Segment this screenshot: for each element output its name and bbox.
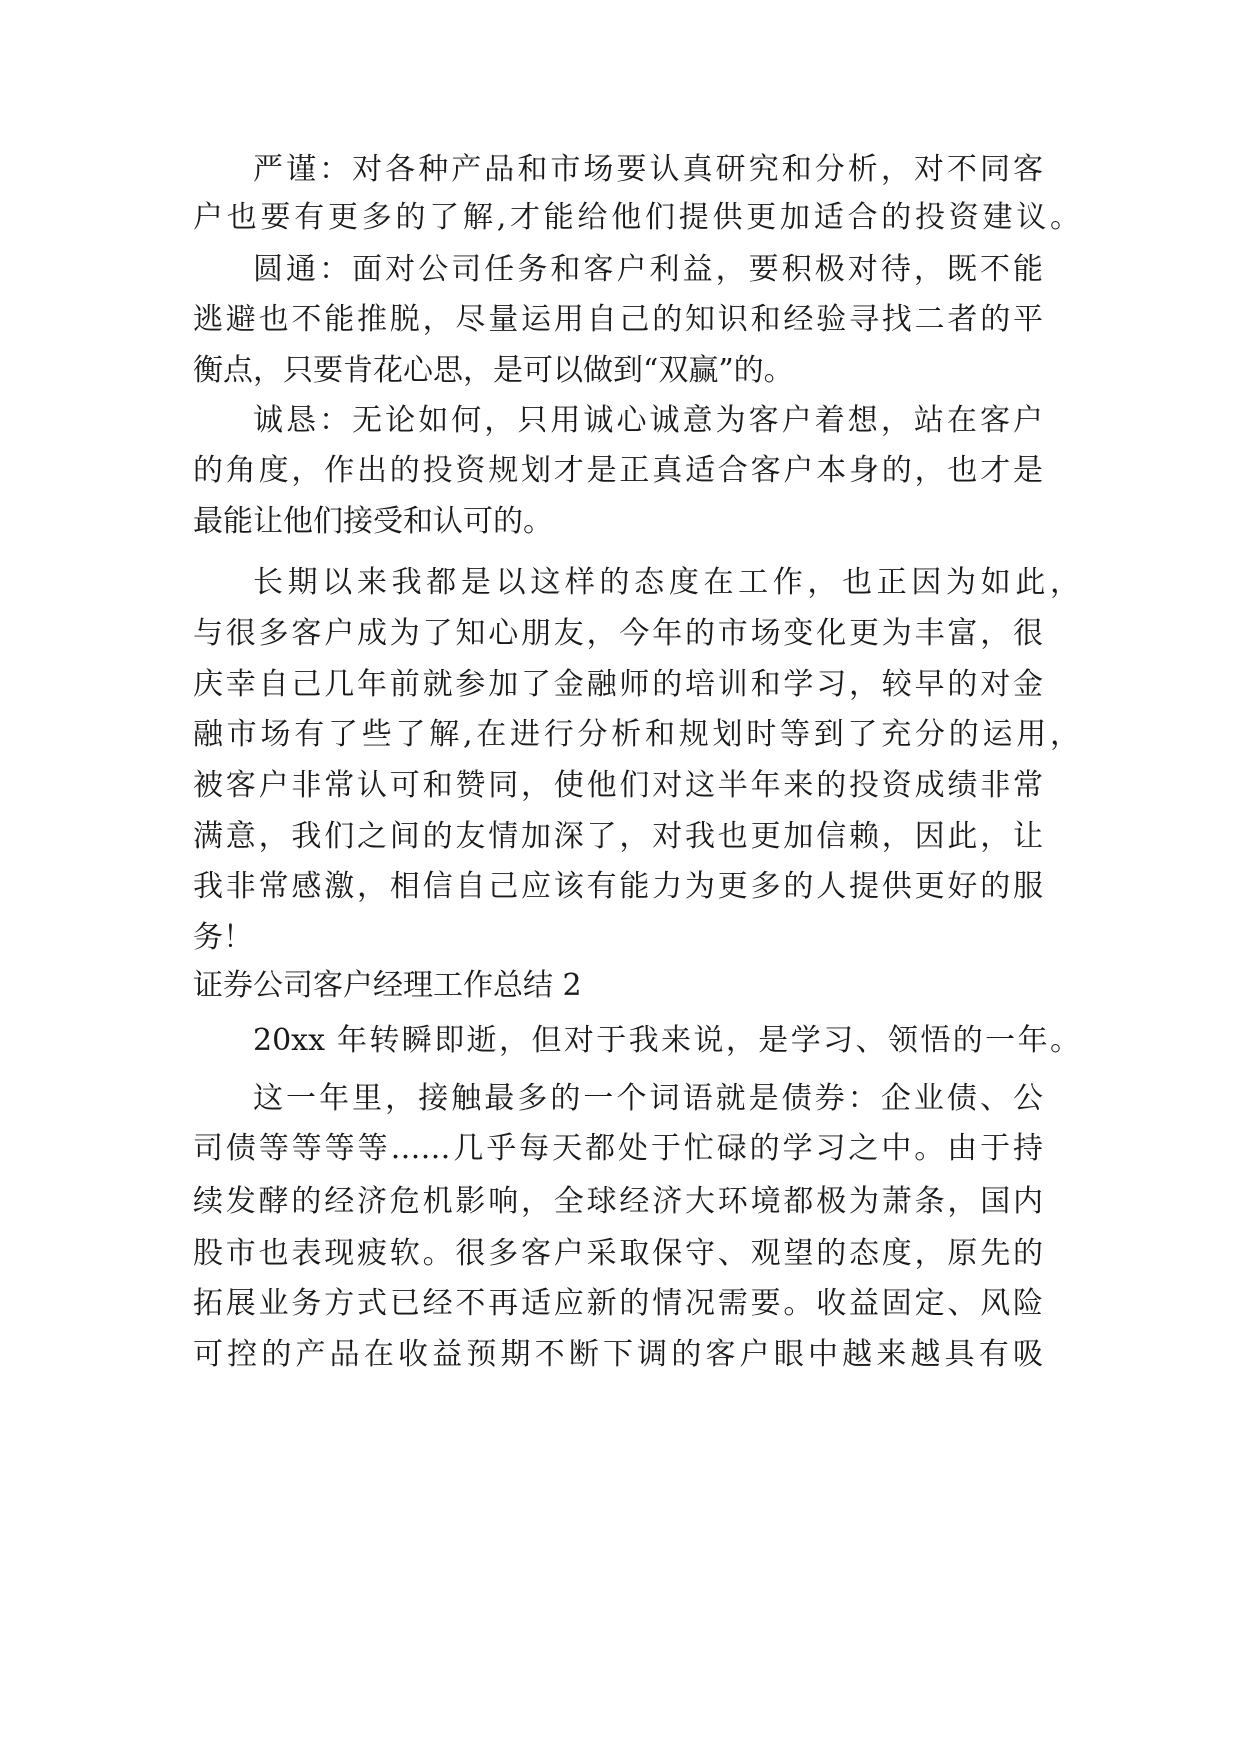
paragraph-line: 圆通：面对公司任务和客户利益，要积极对待，既不能 [253, 252, 1043, 287]
paragraph-line: 这一年里，接触最多的一个词语就是债券：企业债、公 [253, 1081, 1043, 1116]
paragraph-line: 20xx 年转瞬即逝，但对于我来说，是学习、领悟的一年。 [253, 1023, 1080, 1058]
paragraph-line: 可控的产品在收益预期不断下调的客户眼中越来越具有吸 [193, 1337, 1043, 1372]
paragraph-line: 续发酵的经济危机影响，全球经济大环境都极为萧条，国内 [193, 1184, 1043, 1219]
paragraph-line: 户也要有更多的了解,才能给他们提供更加适合的投资建议。 [193, 200, 1080, 235]
paragraph-line: 逃避也不能推脱，尽量运用自己的知识和经验寻找二者的平 [193, 302, 1043, 337]
paragraph-line: 融市场有了些了解,在进行分析和规划时等到了充分的运用， [193, 717, 1080, 752]
paragraph-line: 满意，我们之间的友情加深了，对我也更加信赖，因此，让 [193, 819, 1043, 854]
paragraph-line: 务！ [193, 920, 253, 955]
paragraph-line: 拓展业务方式已经不再适应新的情况需要。收益固定、风险 [193, 1286, 1043, 1321]
paragraph-line: 被客户非常认可和赞同，使他们对这半年来的投资成绩非常 [193, 768, 1043, 803]
paragraph-line: 诚恳：无论如何，只用诚心诚意为客户着想，站在客户 [253, 403, 1043, 438]
paragraph-line: 与很多客户成为了知心朋友，今年的市场变化更为丰富，很 [193, 616, 1043, 651]
paragraph-line: 股市也表现疲软。很多客户采取保守、观望的态度，原先的 [193, 1236, 1043, 1271]
paragraph-line: 长期以来我都是以这样的态度在工作，也正因为如此， [253, 565, 1080, 600]
paragraph-line: 的角度，作出的投资规划才是正真适合客户本身的，也才是 [193, 453, 1043, 488]
paragraph-line: 庆幸自己几年前就参加了金融师的培训和学习，较早的对金 [193, 667, 1043, 702]
section-title: 证券公司客户经理工作总结 2 [193, 968, 582, 1003]
paragraph-line: 司债等等等等……几乎每天都处于忙碌的学习之中。由于持 [193, 1131, 1043, 1166]
paragraph-line: 我非常感激，相信自己应该有能力为更多的人提供更好的服 [193, 869, 1043, 904]
paragraph-line: 严谨：对各种产品和市场要认真研究和分析，对不同客 [253, 152, 1043, 187]
paragraph-line: 衡点，只要肯花心思，是可以做到“双赢”的。 [193, 353, 794, 388]
paragraph-line: 最能让他们接受和认可的。 [193, 504, 553, 539]
